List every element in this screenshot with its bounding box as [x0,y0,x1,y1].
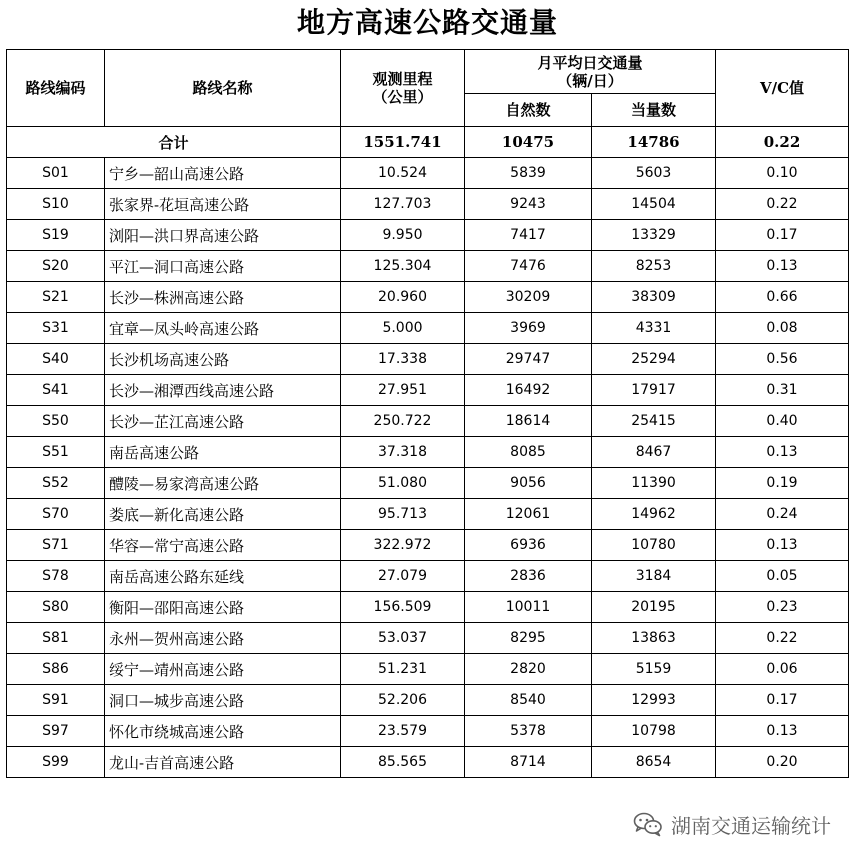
cell-vc: 0.13 [716,437,849,468]
cell-natural: 9243 [465,189,592,220]
cell-mileage: 27.079 [341,561,465,592]
cell-code: S19 [7,220,105,251]
cell-name: 南岳高速公路 [105,437,341,468]
cell-code: S40 [7,344,105,375]
cell-equivalent: 17917 [592,375,716,406]
cell-name: 宜章—凤头岭高速公路 [105,313,341,344]
cell-natural: 29747 [465,344,592,375]
cell-vc: 0.66 [716,282,849,313]
cell-mileage: 20.960 [341,282,465,313]
table-row [7,499,849,530]
header-mileage [341,50,465,127]
cell-vc: 0.31 [716,375,849,406]
cell-mileage: 51.231 [341,654,465,685]
cell-vc: 0.13 [716,716,849,747]
cell-code: S97 [7,716,105,747]
cell-mileage: 52.206 [341,685,465,716]
table-row [7,468,849,499]
cell-natural: 2820 [465,654,592,685]
cell-natural: 7476 [465,251,592,282]
cell-natural: 8085 [465,437,592,468]
cell-vc: 0.20 [716,747,849,778]
cell-code: S01 [7,158,105,189]
header-volume [465,50,716,94]
cell-equivalent: 8467 [592,437,716,468]
cell-natural: 10011 [465,592,592,623]
header-code: 路线编码 [7,50,105,127]
table-row [7,158,849,189]
total-vc: 0.22 [716,127,849,158]
cell-name: 宁乡—韶山高速公路 [105,158,341,189]
cell-name: 浏阳—洪口界高速公路 [105,220,341,251]
header-volume-line1: 月平均日交通量 [537,53,643,72]
cell-name: 娄底—新化高速公路 [105,499,341,530]
table-row [7,623,849,654]
cell-mileage: 322.972 [341,530,465,561]
table-row [7,654,849,685]
total-row [7,127,849,158]
cell-name: 南岳高速公路东延线 [105,561,341,592]
header-volume-line2: （辆/日） [557,71,623,90]
cell-mileage: 27.951 [341,375,465,406]
cell-code: S51 [7,437,105,468]
cell-equivalent: 8654 [592,747,716,778]
cell-equivalent: 10798 [592,716,716,747]
cell-natural: 2836 [465,561,592,592]
cell-vc: 0.23 [716,592,849,623]
cell-code: S41 [7,375,105,406]
cell-vc: 0.05 [716,561,849,592]
table-row [7,530,849,561]
cell-equivalent: 5159 [592,654,716,685]
cell-vc: 0.19 [716,468,849,499]
cell-mileage: 37.318 [341,437,465,468]
cell-vc: 0.10 [716,158,849,189]
cell-natural: 30209 [465,282,592,313]
cell-name: 平江—洞口高速公路 [105,251,341,282]
cell-name: 洞口—城步高速公路 [105,685,341,716]
table-row [7,561,849,592]
cell-vc: 0.08 [716,313,849,344]
cell-natural: 12061 [465,499,592,530]
cell-natural: 8295 [465,623,592,654]
cell-natural: 8714 [465,747,592,778]
cell-equivalent: 13863 [592,623,716,654]
header-mileage-line1: 观测里程 [372,70,433,88]
cell-name: 绥宁—靖州高速公路 [105,654,341,685]
cell-vc: 0.22 [716,189,849,220]
cell-name: 华容—常宁高速公路 [105,530,341,561]
cell-code: S71 [7,530,105,561]
cell-mileage: 10.524 [341,158,465,189]
cell-code: S21 [7,282,105,313]
cell-natural: 3969 [465,313,592,344]
cell-equivalent: 11390 [592,468,716,499]
cell-natural: 6936 [465,530,592,561]
cell-name: 衡阳—邵阳高速公路 [105,592,341,623]
cell-vc: 0.13 [716,251,849,282]
total-natural: 10475 [465,127,592,158]
cell-name: 长沙—株洲高速公路 [105,282,341,313]
cell-mileage: 53.037 [341,623,465,654]
table-row [7,375,849,406]
cell-equivalent: 5603 [592,158,716,189]
cell-name: 长沙机场高速公路 [105,344,341,375]
cell-natural: 8540 [465,685,592,716]
cell-code: S20 [7,251,105,282]
cell-natural: 5378 [465,716,592,747]
cell-code: S50 [7,406,105,437]
cell-equivalent: 25294 [592,344,716,375]
traffic-volume-table [6,49,849,778]
cell-code: S91 [7,685,105,716]
header-natural: 自然数 [465,94,592,127]
cell-natural: 18614 [465,406,592,437]
cell-vc: 0.40 [716,406,849,437]
cell-equivalent: 10780 [592,530,716,561]
table-row [7,406,849,437]
table-row [7,747,849,778]
cell-code: S81 [7,623,105,654]
cell-code: S31 [7,313,105,344]
cell-mileage: 85.565 [341,747,465,778]
header-mileage-line2: （公里） [372,88,433,106]
cell-mileage: 250.722 [341,406,465,437]
cell-mileage: 23.579 [341,716,465,747]
cell-code: S99 [7,747,105,778]
cell-vc: 0.17 [716,685,849,716]
table-row [7,716,849,747]
table-row [7,282,849,313]
cell-name: 醴陵—易家湾高速公路 [105,468,341,499]
cell-equivalent: 20195 [592,592,716,623]
cell-mileage: 9.950 [341,220,465,251]
cell-name: 长沙—湘潭西线高速公路 [105,375,341,406]
table-row [7,313,849,344]
cell-name: 龙山-吉首高速公路 [105,747,341,778]
table-row [7,220,849,251]
cell-code: S70 [7,499,105,530]
header-vc: V/C值 [716,50,849,127]
cell-code: S78 [7,561,105,592]
table-row [7,592,849,623]
cell-mileage: 156.509 [341,592,465,623]
header-equivalent: 当量数 [592,94,716,127]
cell-mileage: 51.080 [341,468,465,499]
page-title: 地方高速公路交通量 [296,6,558,39]
cell-name: 张家界-花垣高速公路 [105,189,341,220]
header-name: 路线名称 [105,50,341,127]
total-mileage: 1551.741 [341,127,465,158]
cell-name: 长沙—芷江高速公路 [105,406,341,437]
table-row [7,189,849,220]
table-body [7,127,849,778]
cell-mileage: 127.703 [341,189,465,220]
table-row [7,344,849,375]
cell-vc: 0.56 [716,344,849,375]
cell-code: S10 [7,189,105,220]
cell-equivalent: 14504 [592,189,716,220]
cell-vc: 0.06 [716,654,849,685]
cell-code: S52 [7,468,105,499]
wechat-icon [633,811,663,837]
cell-equivalent: 8253 [592,251,716,282]
cell-equivalent: 4331 [592,313,716,344]
cell-code: S80 [7,592,105,623]
cell-mileage: 17.338 [341,344,465,375]
cell-mileage: 95.713 [341,499,465,530]
cell-name: 怀化市绕城高速公路 [105,716,341,747]
table-row [7,251,849,282]
cell-code: S86 [7,654,105,685]
cell-vc: 0.17 [716,220,849,251]
cell-mileage: 5.000 [341,313,465,344]
cell-equivalent: 38309 [592,282,716,313]
total-equivalent: 14786 [592,127,716,158]
cell-equivalent: 3184 [592,561,716,592]
watermark-text: 湖南交通运输统计 [671,813,831,838]
cell-mileage: 125.304 [341,251,465,282]
cell-equivalent: 13329 [592,220,716,251]
watermark [633,810,831,838]
cell-vc: 0.24 [716,499,849,530]
cell-vc: 0.22 [716,623,849,654]
cell-vc: 0.13 [716,530,849,561]
cell-equivalent: 14962 [592,499,716,530]
cell-natural: 16492 [465,375,592,406]
cell-natural: 5839 [465,158,592,189]
table-row [7,437,849,468]
cell-equivalent: 12993 [592,685,716,716]
table-row [7,685,849,716]
cell-equivalent: 25415 [592,406,716,437]
cell-natural: 9056 [465,468,592,499]
total-label: 合计 [7,127,341,158]
cell-natural: 7417 [465,220,592,251]
cell-name: 永州—贺州高速公路 [105,623,341,654]
